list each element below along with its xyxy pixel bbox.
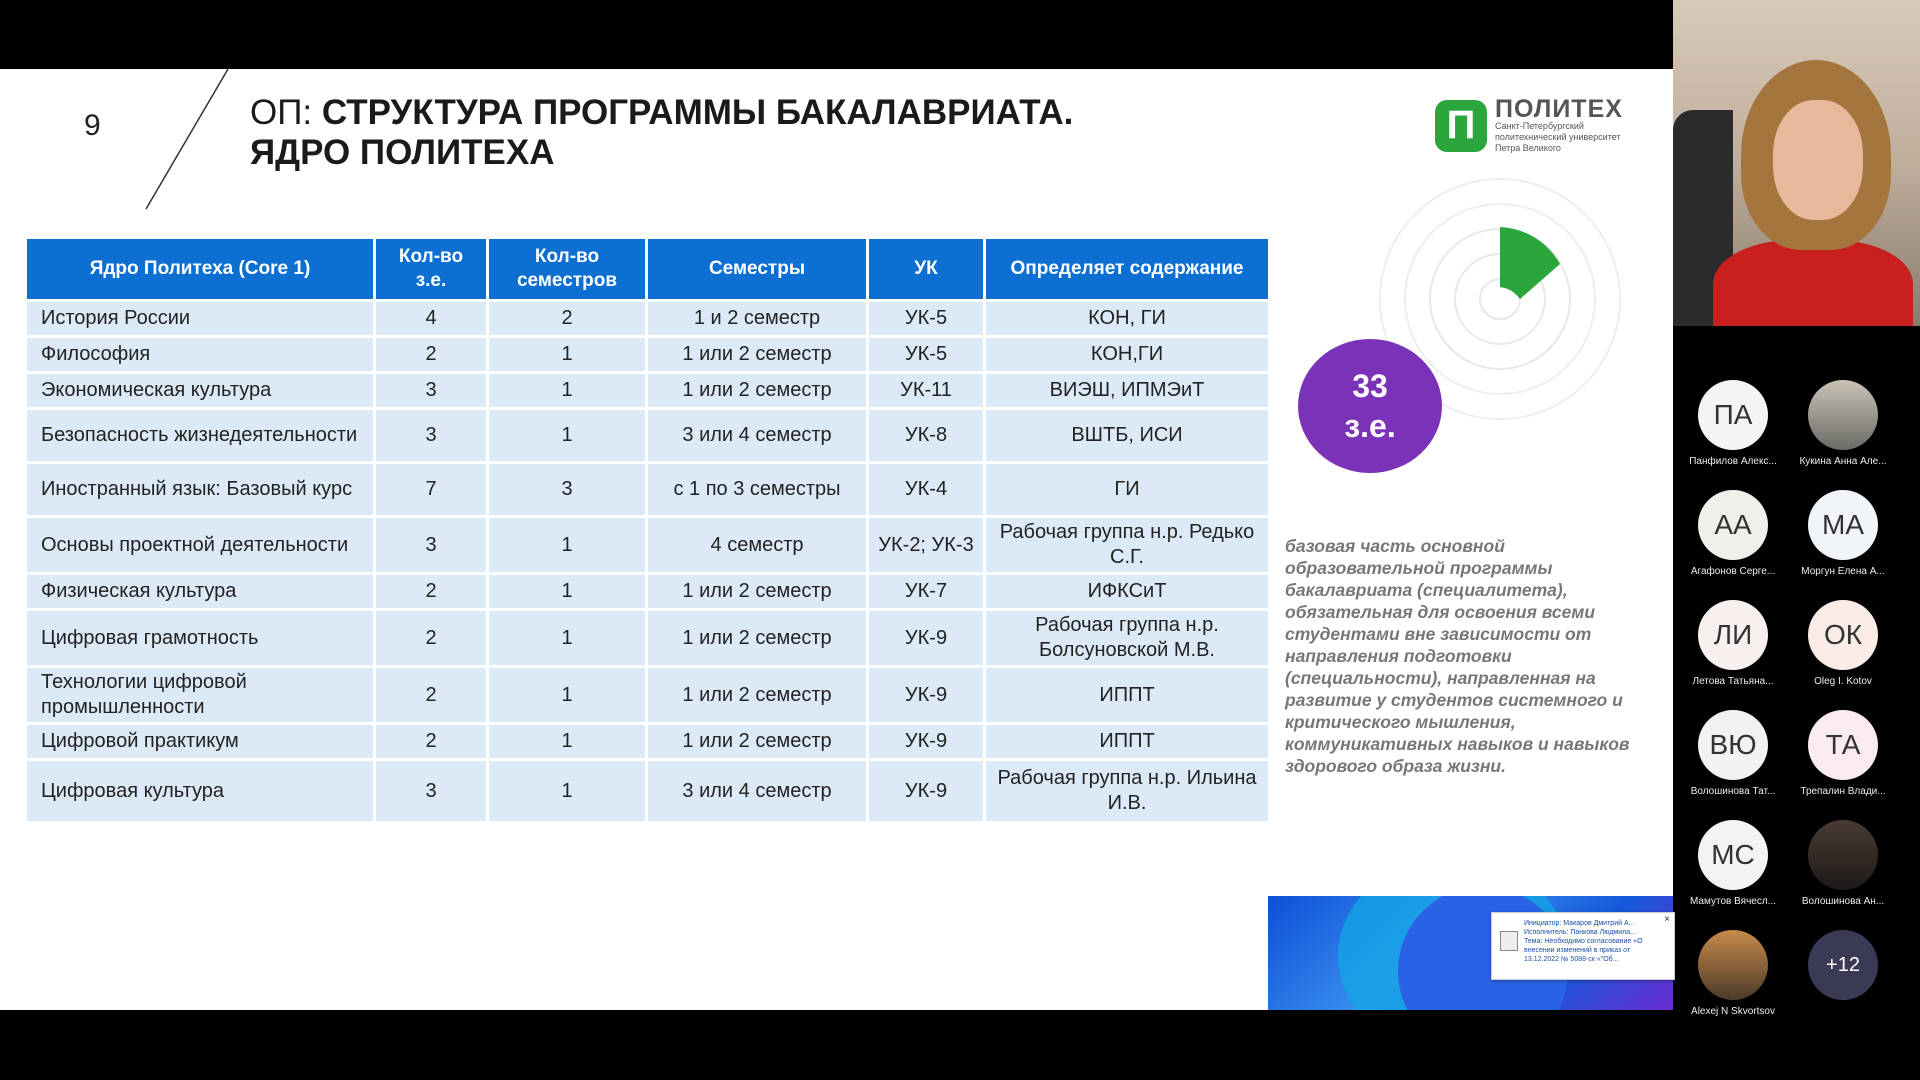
participant-tile[interactable]	[1783, 820, 1903, 907]
core-courses-table	[24, 236, 1271, 824]
table-cell: 2	[376, 725, 486, 758]
avatar: МА	[1808, 490, 1878, 560]
table-cell: УК-9	[869, 668, 983, 722]
participant-name: Alexej N Skvortsov	[1691, 1006, 1775, 1017]
table-cell: Цифровая культура	[27, 761, 373, 821]
avatar: ВЮ	[1698, 710, 1768, 780]
logo-mark-icon: П	[1435, 100, 1487, 152]
participant-tile[interactable]	[1673, 930, 1793, 1017]
document-icon	[1500, 931, 1518, 951]
table-cell: 3	[376, 761, 486, 821]
avatar: АА	[1698, 490, 1768, 560]
table-cell: Цифровая грамотность	[27, 611, 373, 665]
column-header: УК	[869, 239, 983, 299]
table-cell: Физическая культура	[27, 575, 373, 608]
table-cell: УК-4	[869, 464, 983, 515]
participant-tile[interactable]	[1673, 710, 1793, 797]
notification-popup[interactable]	[1491, 912, 1675, 980]
credits-value: 33	[1352, 368, 1388, 404]
table-cell: 1 и 2 семестр	[648, 302, 866, 335]
table-cell: Основы проектной деятельности	[27, 518, 373, 572]
table-cell: УК-9	[869, 725, 983, 758]
participant-name: Панфилов Алекс...	[1689, 456, 1777, 467]
participant-name: Летова Татьяна...	[1692, 676, 1774, 687]
table-cell: 1	[489, 338, 645, 371]
table-cell: 1	[489, 575, 645, 608]
table-cell: 2	[376, 338, 486, 371]
table-cell: 1 или 2 семестр	[648, 575, 866, 608]
table-cell: УК-7	[869, 575, 983, 608]
table-row	[27, 302, 1268, 335]
table-cell: 2	[489, 302, 645, 335]
avatar: МС	[1698, 820, 1768, 890]
table-cell: 2	[376, 611, 486, 665]
table-cell: 1	[489, 518, 645, 572]
table-cell: 1 или 2 семестр	[648, 338, 866, 371]
participant-tile[interactable]	[1783, 600, 1903, 687]
notification-initiator: Инициатор: Макаров Дмитрий А...	[1524, 920, 1635, 927]
table-cell: Цифровой практикум	[27, 725, 373, 758]
participant-name: Агафонов Серге...	[1690, 566, 1776, 577]
column-header: Кол-во з.е.	[376, 239, 486, 299]
table-cell: 1 или 2 семестр	[648, 725, 866, 758]
participant-name: Oleg I. Kotov	[1814, 676, 1872, 687]
table-cell: Иностранный язык: Базовый курс	[27, 464, 373, 515]
participant-name: Мамутов Вячесл...	[1689, 896, 1777, 907]
table-cell: ВШТБ, ИСИ	[986, 410, 1268, 461]
credits-unit: з.е.	[1344, 408, 1396, 444]
presentation-slide	[0, 69, 1673, 1010]
table-header-row	[27, 239, 1268, 299]
title-line-2: ЯДРО ПОЛИТЕХА	[250, 133, 555, 172]
table-cell: Технологии цифровой промышленности	[27, 668, 373, 722]
table-cell: 1	[489, 668, 645, 722]
decorative-slash	[0, 69, 260, 229]
participant-name: Волошинова Тат...	[1690, 786, 1776, 797]
table-cell: 1	[489, 611, 645, 665]
table-cell: УК-2; УК-3	[869, 518, 983, 572]
table-cell: ИППТ	[986, 668, 1268, 722]
notification-executor: Исполнитель: Панкова Людмила...	[1524, 929, 1636, 936]
participant-tile[interactable]	[1783, 930, 1903, 1006]
table-row	[27, 338, 1268, 371]
participant-tile[interactable]	[1783, 380, 1903, 467]
table-cell: 3	[376, 410, 486, 461]
slide-number: 9	[84, 109, 101, 142]
participant-tile[interactable]	[1783, 490, 1903, 577]
table-row	[27, 410, 1268, 461]
notification-topic: Тема: Необходимо согласование «О внесении изменений в приказ от 13.12.2022 № 5088-ск «"Об...	[1524, 938, 1643, 963]
table-cell: 1	[489, 374, 645, 407]
table-cell: 3	[376, 374, 486, 407]
participant-tile[interactable]	[1673, 490, 1793, 577]
table-cell: 2	[376, 668, 486, 722]
table-row	[27, 611, 1268, 665]
participant-tile[interactable]	[1673, 820, 1793, 907]
avatar	[1698, 930, 1768, 1000]
table-row	[27, 374, 1268, 407]
table-cell: УК-9	[869, 611, 983, 665]
table-cell: УК-9	[869, 761, 983, 821]
table-cell: 1 или 2 семестр	[648, 611, 866, 665]
ring-segment-green	[1500, 227, 1560, 299]
table-cell: Философия	[27, 338, 373, 371]
avatar: ТА	[1808, 710, 1878, 780]
column-header: Кол-во семестров	[489, 239, 645, 299]
slide-title	[250, 93, 1073, 173]
table-cell: 1	[489, 410, 645, 461]
avatar	[1808, 820, 1878, 890]
participant-name: Моргун Елена А...	[1801, 566, 1885, 577]
avatar	[1808, 380, 1878, 450]
credits-badge	[1298, 339, 1442, 473]
table-cell: 1 или 2 семестр	[648, 668, 866, 722]
table-cell: История России	[27, 302, 373, 335]
table-row	[27, 725, 1268, 758]
table-body	[27, 302, 1268, 821]
logo-name: ПОЛИТЕХ	[1495, 95, 1623, 123]
table-row	[27, 668, 1268, 722]
participant-tile[interactable]	[1673, 600, 1793, 687]
table-cell: Безопасность жизнедеятельности	[27, 410, 373, 461]
table-cell: УК-8	[869, 410, 983, 461]
close-icon[interactable]: ×	[1664, 914, 1670, 925]
table-cell: КОН,ГИ	[986, 338, 1268, 371]
core-description: базовая часть основной образовательной программы бакалавриата (специалитета), обязательная для освоения всеми студентами вне зависимости от направления подготовки (специальности), направленная на развитие у студентов системного и критического мышления, коммуникативных навыков и навыков здорового образа жизни.	[1285, 536, 1630, 776]
title-prefix: ОП:	[250, 93, 322, 132]
table-cell: 1 или 2 семестр	[648, 374, 866, 407]
table-cell: 1	[489, 761, 645, 821]
table-cell: 3 или 4 семестр	[648, 410, 866, 461]
title-line-1: СТРУКТУРА ПРОГРАММЫ БАКАЛАВРИАТА.	[321, 93, 1074, 132]
participant-tile[interactable]	[1783, 710, 1903, 797]
more-participants-button[interactable]: +12	[1808, 930, 1878, 1000]
table-cell: УК-5	[869, 338, 983, 371]
avatar: ОК	[1808, 600, 1878, 670]
table-cell: 4 семестр	[648, 518, 866, 572]
logo-subtitle: Санкт-Петербургский политехнический университет Петра Великого	[1495, 121, 1621, 153]
table-cell: ГИ	[986, 464, 1268, 515]
column-header: Семестры	[648, 239, 866, 299]
table-cell: 2	[376, 575, 486, 608]
table-cell: Рабочая группа н.р. Болсуновской М.В.	[986, 611, 1268, 665]
table-row	[27, 464, 1268, 515]
table-cell: УК-5	[869, 302, 983, 335]
column-header: Определяет содержание	[986, 239, 1268, 299]
table-row	[27, 575, 1268, 608]
column-header: Ядро Политеха (Core 1)	[27, 239, 373, 299]
participant-name: Волошинова Ан...	[1801, 896, 1885, 907]
avatar: ПА	[1698, 380, 1768, 450]
table-cell: 1	[489, 725, 645, 758]
table-cell: ИФКСиТ	[986, 575, 1268, 608]
table-cell: 7	[376, 464, 486, 515]
table-cell: 3 или 4 семестр	[648, 761, 866, 821]
table-cell: 3	[489, 464, 645, 515]
table-cell: ВИЭШ, ИПМЭиТ	[986, 374, 1268, 407]
table-cell: с 1 по 3 семестры	[648, 464, 866, 515]
table-cell: ИППТ	[986, 725, 1268, 758]
participant-name: Кукина Анна Але...	[1799, 456, 1887, 467]
participant-tile[interactable]	[1673, 380, 1793, 467]
table-row	[27, 761, 1268, 821]
table-cell: Экономическая культура	[27, 374, 373, 407]
speaker-video	[1673, 0, 1920, 326]
table-cell: УК-11	[869, 374, 983, 407]
table-row	[27, 518, 1268, 572]
polytech-logo	[1435, 97, 1645, 154]
table-cell: КОН, ГИ	[986, 302, 1268, 335]
table-cell: Рабочая группа н.р. Ильина И.В.	[986, 761, 1268, 821]
table-cell: 3	[376, 518, 486, 572]
table-cell: 4	[376, 302, 486, 335]
participant-name: Трепалин Влади...	[1800, 786, 1886, 797]
avatar: ЛИ	[1698, 600, 1768, 670]
table-cell: Рабочая группа н.р. Редько С.Г.	[986, 518, 1268, 572]
